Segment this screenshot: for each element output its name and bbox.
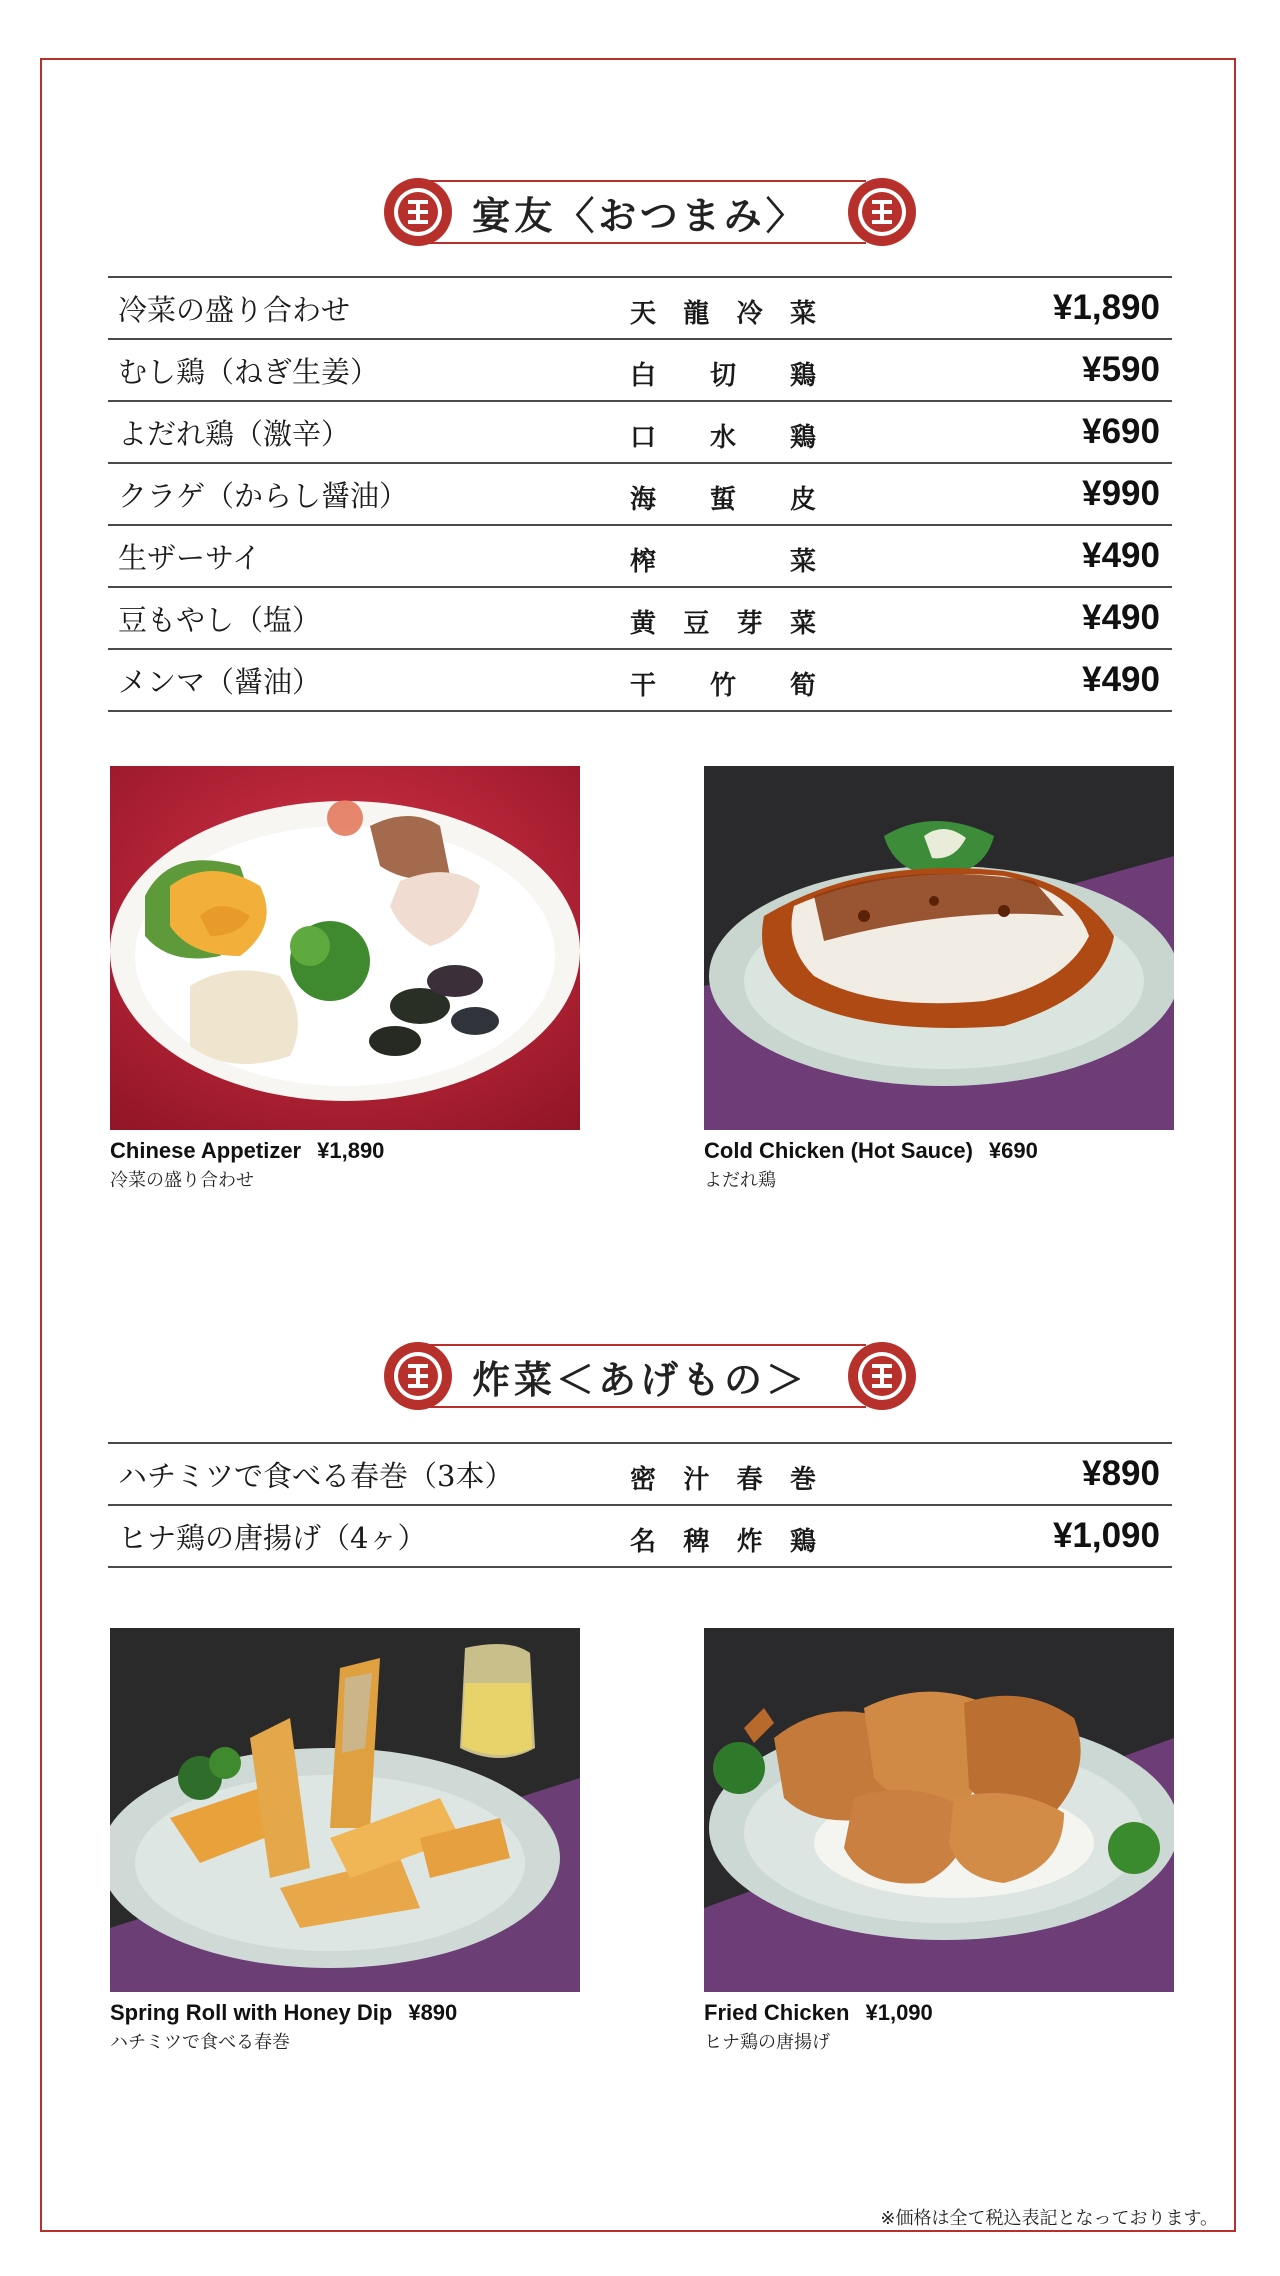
photo-caption	[110, 2000, 580, 2026]
item-price: ¥990	[1082, 474, 1160, 513]
item-price: ¥590	[1082, 350, 1160, 389]
item-name-jp: 豆もやし（塩）	[118, 603, 322, 637]
section-title-text: 炸菜＜あげもの＞	[414, 1344, 866, 1408]
caption-name-en: Fried Chicken	[704, 2000, 850, 2025]
caption-price: ¥690	[988, 1138, 1038, 1163]
item-name-cn: 干竹筍	[630, 671, 820, 701]
item-name-cn: 口水鶏	[630, 423, 820, 453]
caption-name-en: Cold Chicken (Hot Sauce)	[704, 1138, 973, 1163]
caption-price: ¥1,890	[317, 1138, 385, 1163]
caption-price: ¥1,090	[865, 2000, 933, 2025]
caption-name-jp: ヒナ鶏の唐揚げ	[704, 2032, 830, 2053]
caption-name-en: Chinese Appetizer	[110, 1138, 302, 1163]
caption-name-en: Spring Roll with Honey Dip	[110, 2000, 393, 2025]
tax-note: ※価格は全て税込表記となっております。	[880, 2208, 1218, 2229]
section-title-text: 宴友〈おつまみ〉	[414, 180, 866, 244]
section-title-agemono	[0, 1340, 1280, 1412]
item-name-cn: 名稗炸鶏	[630, 1527, 820, 1557]
photo-card	[704, 766, 1174, 1192]
menu-table-agemono	[108, 1442, 1172, 1568]
dish-photo-fried-chicken	[704, 1628, 1174, 1992]
photo-card	[704, 1628, 1174, 2054]
item-name-jp: よだれ鶏（激辛）	[118, 417, 351, 451]
item-name-cn: 榨菜	[630, 547, 820, 577]
menu-row	[108, 1442, 1172, 1504]
photo-card	[110, 766, 580, 1192]
menu-row	[108, 1504, 1172, 1568]
dish-photo-spring-roll	[110, 1628, 580, 1992]
menu-row	[108, 400, 1172, 462]
item-name-cn: 天龍冷菜	[630, 299, 820, 329]
section-title-otsumami	[0, 176, 1280, 248]
photo-card	[110, 1628, 580, 2054]
dish-photo-cold-chicken	[704, 766, 1174, 1130]
menu-row	[108, 276, 1172, 338]
item-price: ¥690	[1082, 412, 1160, 451]
caption-name-jp: ハチミツで食べる春巻	[110, 2032, 290, 2053]
item-name-jp: メンマ（醤油）	[118, 665, 322, 699]
item-name-jp: むし鶏（ねぎ生姜）	[118, 355, 380, 389]
item-name-jp: ヒナ鶏の唐揚げ（4ヶ）	[118, 1521, 427, 1555]
photo-caption	[110, 1138, 580, 1164]
caption-name-jp: よだれ鶏	[704, 1170, 776, 1191]
emblem-icon	[846, 1340, 918, 1412]
caption-name-jp: 冷菜の盛り合わせ	[110, 1170, 254, 1191]
item-price: ¥890	[1082, 1454, 1160, 1493]
item-name-jp: ハチミツで食べる春巻（3本）	[118, 1459, 514, 1493]
item-name-cn: 海蜇皮	[630, 485, 820, 515]
item-name-cn: 密汁春巻	[630, 1465, 820, 1495]
photo-caption	[704, 2000, 1174, 2026]
menu-row	[108, 338, 1172, 400]
item-name-jp: クラゲ（からし醤油）	[118, 479, 409, 513]
item-price: ¥490	[1082, 536, 1160, 575]
item-name-jp: 冷菜の盛り合わせ	[118, 293, 351, 327]
item-price: ¥490	[1082, 598, 1160, 637]
item-name-jp: 生ザーサイ	[118, 541, 261, 575]
item-price: ¥1,890	[1052, 288, 1160, 327]
dish-photo-appetizer	[110, 766, 580, 1130]
item-name-cn: 黄豆芽菜	[630, 609, 820, 639]
menu-row	[108, 524, 1172, 586]
item-price: ¥490	[1082, 660, 1160, 699]
menu-row	[108, 586, 1172, 648]
menu-row	[108, 648, 1172, 712]
item-name-cn: 白切鶏	[630, 361, 820, 391]
caption-price: ¥890	[408, 2000, 458, 2025]
item-price: ¥1,090	[1052, 1516, 1160, 1555]
emblem-icon	[846, 176, 918, 248]
menu-row	[108, 462, 1172, 524]
menu-table-otsumami	[108, 276, 1172, 712]
photo-caption	[704, 1138, 1174, 1164]
